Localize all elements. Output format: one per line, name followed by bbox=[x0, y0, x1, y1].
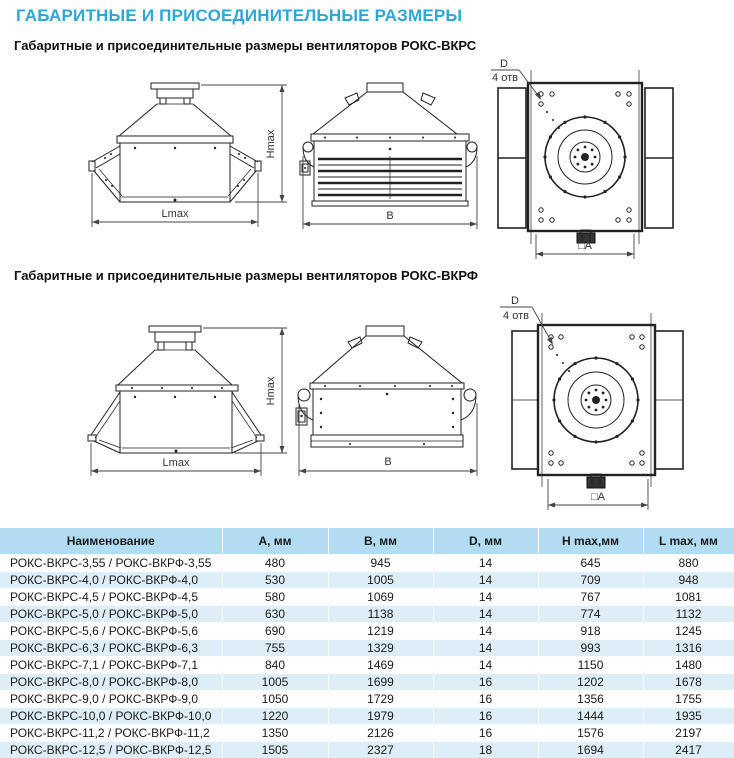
d-label: D bbox=[511, 295, 519, 307]
dimension-value-cell: 630 bbox=[222, 606, 328, 623]
dimension-value-cell: 1505 bbox=[222, 742, 328, 758]
table-row bbox=[0, 725, 734, 742]
table-row bbox=[0, 674, 734, 691]
dimension-value-cell: 1005 bbox=[222, 674, 328, 691]
dimension-value-cell: 14 bbox=[433, 640, 538, 657]
dimension-value-cell: 14 bbox=[433, 589, 538, 606]
side-supports bbox=[89, 146, 261, 202]
dimension-value-cell: 1138 bbox=[328, 606, 433, 623]
drawing-vkrs-side-view-icon bbox=[10, 56, 300, 264]
motor-cap bbox=[149, 326, 201, 350]
drawing-vkrf-side-view-icon bbox=[10, 293, 300, 521]
dimension-value-cell: 709 bbox=[538, 572, 643, 589]
d-label: D bbox=[500, 58, 508, 70]
table-header-row bbox=[0, 528, 734, 555]
header-name: Наименование bbox=[0, 528, 222, 555]
dimension-value-cell: 16 bbox=[433, 708, 538, 725]
model-name-cell: РОКС-ВКРС-10,0 / РОКС-ВКРФ-10,0 bbox=[0, 708, 222, 725]
model-name-cell: РОКС-ВКРС-11,2 / РОКС-ВКРФ-11,2 bbox=[0, 725, 222, 742]
hmax-label: Hmax bbox=[265, 376, 277, 406]
model-name-cell: РОКС-ВКРС-5,6 / РОКС-ВКРФ-5,6 bbox=[0, 623, 222, 640]
dimension-value-cell: 1245 bbox=[643, 623, 734, 640]
holes-label: 4 отв bbox=[492, 72, 518, 84]
header-b: В, мм bbox=[328, 528, 433, 555]
dimension-value-cell: 2327 bbox=[328, 742, 433, 758]
dimension-value-cell: 948 bbox=[643, 572, 734, 589]
dimension-b bbox=[299, 403, 477, 476]
table-row bbox=[0, 589, 734, 606]
dimension-value-cell: 1132 bbox=[643, 606, 734, 623]
dimension-value-cell: 1699 bbox=[328, 674, 433, 691]
drawing-vkrs-front-view-icon bbox=[295, 56, 485, 264]
lmax-label: Lmax bbox=[162, 457, 190, 469]
b-label: B bbox=[384, 456, 392, 468]
section-title-vkrs: Габаритные и присоединительные размеры вентиляторов РОКС-ВКРС bbox=[14, 38, 477, 53]
motor-cap bbox=[151, 83, 199, 104]
square-a-label: □A bbox=[591, 491, 605, 503]
dimension-value-cell: 14 bbox=[433, 623, 538, 640]
dimension-value-cell: 1219 bbox=[328, 623, 433, 640]
dimensions-table-body bbox=[0, 555, 734, 758]
dimension-value-cell: 1081 bbox=[643, 589, 734, 606]
dimension-value-cell: 1329 bbox=[328, 640, 433, 657]
dimension-value-cell: 16 bbox=[433, 691, 538, 708]
dimension-value-cell: 1220 bbox=[222, 708, 328, 725]
fan-body bbox=[116, 385, 238, 453]
dimension-value-cell: 530 bbox=[222, 572, 328, 589]
dimension-value-cell: 16 bbox=[433, 725, 538, 742]
page-title: ГАБАРИТНЫЕ И ПРИСОЕДИНИТЕЛЬНЫЕ РАЗМЕРЫ bbox=[16, 6, 463, 25]
header-lmax: L max, мм bbox=[643, 528, 734, 555]
model-name-cell: РОКС-ВКРС-4,0 / РОКС-ВКРФ-4,0 bbox=[0, 572, 222, 589]
dimension-value-cell: 14 bbox=[433, 657, 538, 674]
dimension-value-cell: 1350 bbox=[222, 725, 328, 742]
dimension-value-cell: 1316 bbox=[643, 640, 734, 657]
table-row bbox=[0, 572, 734, 589]
dimension-value-cell: 2126 bbox=[328, 725, 433, 742]
square-a-label: □A bbox=[578, 240, 592, 252]
dimension-value-cell: 1050 bbox=[222, 691, 328, 708]
dimension-value-cell: 1729 bbox=[328, 691, 433, 708]
dimension-value-cell: 993 bbox=[538, 640, 643, 657]
lmax-label: Lmax bbox=[161, 208, 189, 220]
dimension-value-cell: 1678 bbox=[643, 674, 734, 691]
diffuser-hood bbox=[119, 104, 231, 136]
dimension-value-cell: 1935 bbox=[643, 708, 734, 725]
model-name-cell: РОКС-ВКРС-5,0 / РОКС-ВКРФ-5,0 bbox=[0, 606, 222, 623]
dimension-value-cell: 918 bbox=[538, 623, 643, 640]
model-name-cell: РОКС-ВКРС-7,1 / РОКС-ВКРФ-7,1 bbox=[0, 657, 222, 674]
drawings-vkrf bbox=[0, 293, 734, 523]
dimension-value-cell: 16 bbox=[433, 674, 538, 691]
side-supports bbox=[88, 392, 264, 453]
dimensions-table bbox=[0, 528, 734, 758]
dimension-value-cell: 14 bbox=[433, 555, 538, 572]
dimension-value-cell: 2417 bbox=[643, 742, 734, 758]
section-title-vkrf: Габаритные и присоединительные размеры вентиляторов РОКС-ВКРФ bbox=[14, 268, 479, 283]
model-name-cell: РОКС-ВКРС-9,0 / РОКС-ВКРФ-9,0 bbox=[0, 691, 222, 708]
dimension-value-cell: 1069 bbox=[328, 589, 433, 606]
table-row bbox=[0, 742, 734, 758]
dimension-value-cell: 1469 bbox=[328, 657, 433, 674]
model-name-cell: РОКС-ВКРС-3,55 / РОКС-ВКРФ-3,55 bbox=[0, 555, 222, 572]
dimension-value-cell: 1356 bbox=[538, 691, 643, 708]
dimension-value-cell: 1444 bbox=[538, 708, 643, 725]
diffuser-hood bbox=[312, 326, 462, 383]
dimension-value-cell: 1202 bbox=[538, 674, 643, 691]
hmax-label: Hmax bbox=[265, 129, 277, 159]
fan-body bbox=[117, 136, 233, 202]
table-row bbox=[0, 691, 734, 708]
diffuser-hood bbox=[118, 350, 232, 385]
dimension-value-cell: 1480 bbox=[643, 657, 734, 674]
dimension-value-cell: 1755 bbox=[643, 691, 734, 708]
dimension-value-cell: 840 bbox=[222, 657, 328, 674]
model-name-cell: РОКС-ВКРС-12,5 / РОКС-ВКРФ-12,5 bbox=[0, 742, 222, 758]
table-row bbox=[0, 708, 734, 725]
louvers bbox=[318, 156, 462, 199]
dimension-value-cell: 1150 bbox=[538, 657, 643, 674]
drawing-vkrs-top-view-icon bbox=[485, 56, 734, 264]
terminal-box bbox=[296, 408, 307, 425]
dimension-value-cell: 14 bbox=[433, 606, 538, 623]
model-name-cell: РОКС-ВКРС-6,3 / РОКС-ВКРФ-6,3 bbox=[0, 640, 222, 657]
model-name-cell: РОКС-ВКРС-4,5 / РОКС-ВКРФ-4,5 bbox=[0, 589, 222, 606]
drawing-vkrf-top-view-icon bbox=[490, 293, 734, 521]
header-d: D, мм bbox=[433, 528, 538, 555]
model-name-cell: РОКС-ВКРС-8,0 / РОКС-ВКРФ-8,0 bbox=[0, 674, 222, 691]
dimension-value-cell: 690 bbox=[222, 623, 328, 640]
dimension-value-cell: 1576 bbox=[538, 725, 643, 742]
dimension-value-cell: 14 bbox=[433, 572, 538, 589]
table-row bbox=[0, 606, 734, 623]
table-row bbox=[0, 623, 734, 640]
dimension-value-cell: 755 bbox=[222, 640, 328, 657]
holes-label: 4 отв bbox=[503, 310, 529, 322]
dimension-value-cell: 2197 bbox=[643, 725, 734, 742]
dimension-value-cell: 18 bbox=[433, 742, 538, 758]
dimension-value-cell: 1979 bbox=[328, 708, 433, 725]
dimension-value-cell: 945 bbox=[328, 555, 433, 572]
table-row bbox=[0, 555, 734, 572]
fan-body bbox=[310, 383, 464, 447]
header-hmax: Н max,мм bbox=[538, 528, 643, 555]
drawings-vkrs bbox=[0, 56, 734, 266]
dimension-value-cell: 767 bbox=[538, 589, 643, 606]
dimension-value-cell: 774 bbox=[538, 606, 643, 623]
table-row bbox=[0, 657, 734, 674]
dimension-value-cell: 1694 bbox=[538, 742, 643, 758]
dimension-value-cell: 1005 bbox=[328, 572, 433, 589]
diffuser-hood bbox=[313, 83, 457, 134]
header-a: А, мм bbox=[222, 528, 328, 555]
dimension-value-cell: 880 bbox=[643, 555, 734, 572]
dimension-value-cell: 580 bbox=[222, 589, 328, 606]
drawing-vkrf-front-view-icon bbox=[290, 293, 490, 521]
dimension-value-cell: 645 bbox=[538, 555, 643, 572]
table-row bbox=[0, 640, 734, 657]
b-label: B bbox=[386, 210, 394, 222]
dimension-value-cell: 480 bbox=[222, 555, 328, 572]
